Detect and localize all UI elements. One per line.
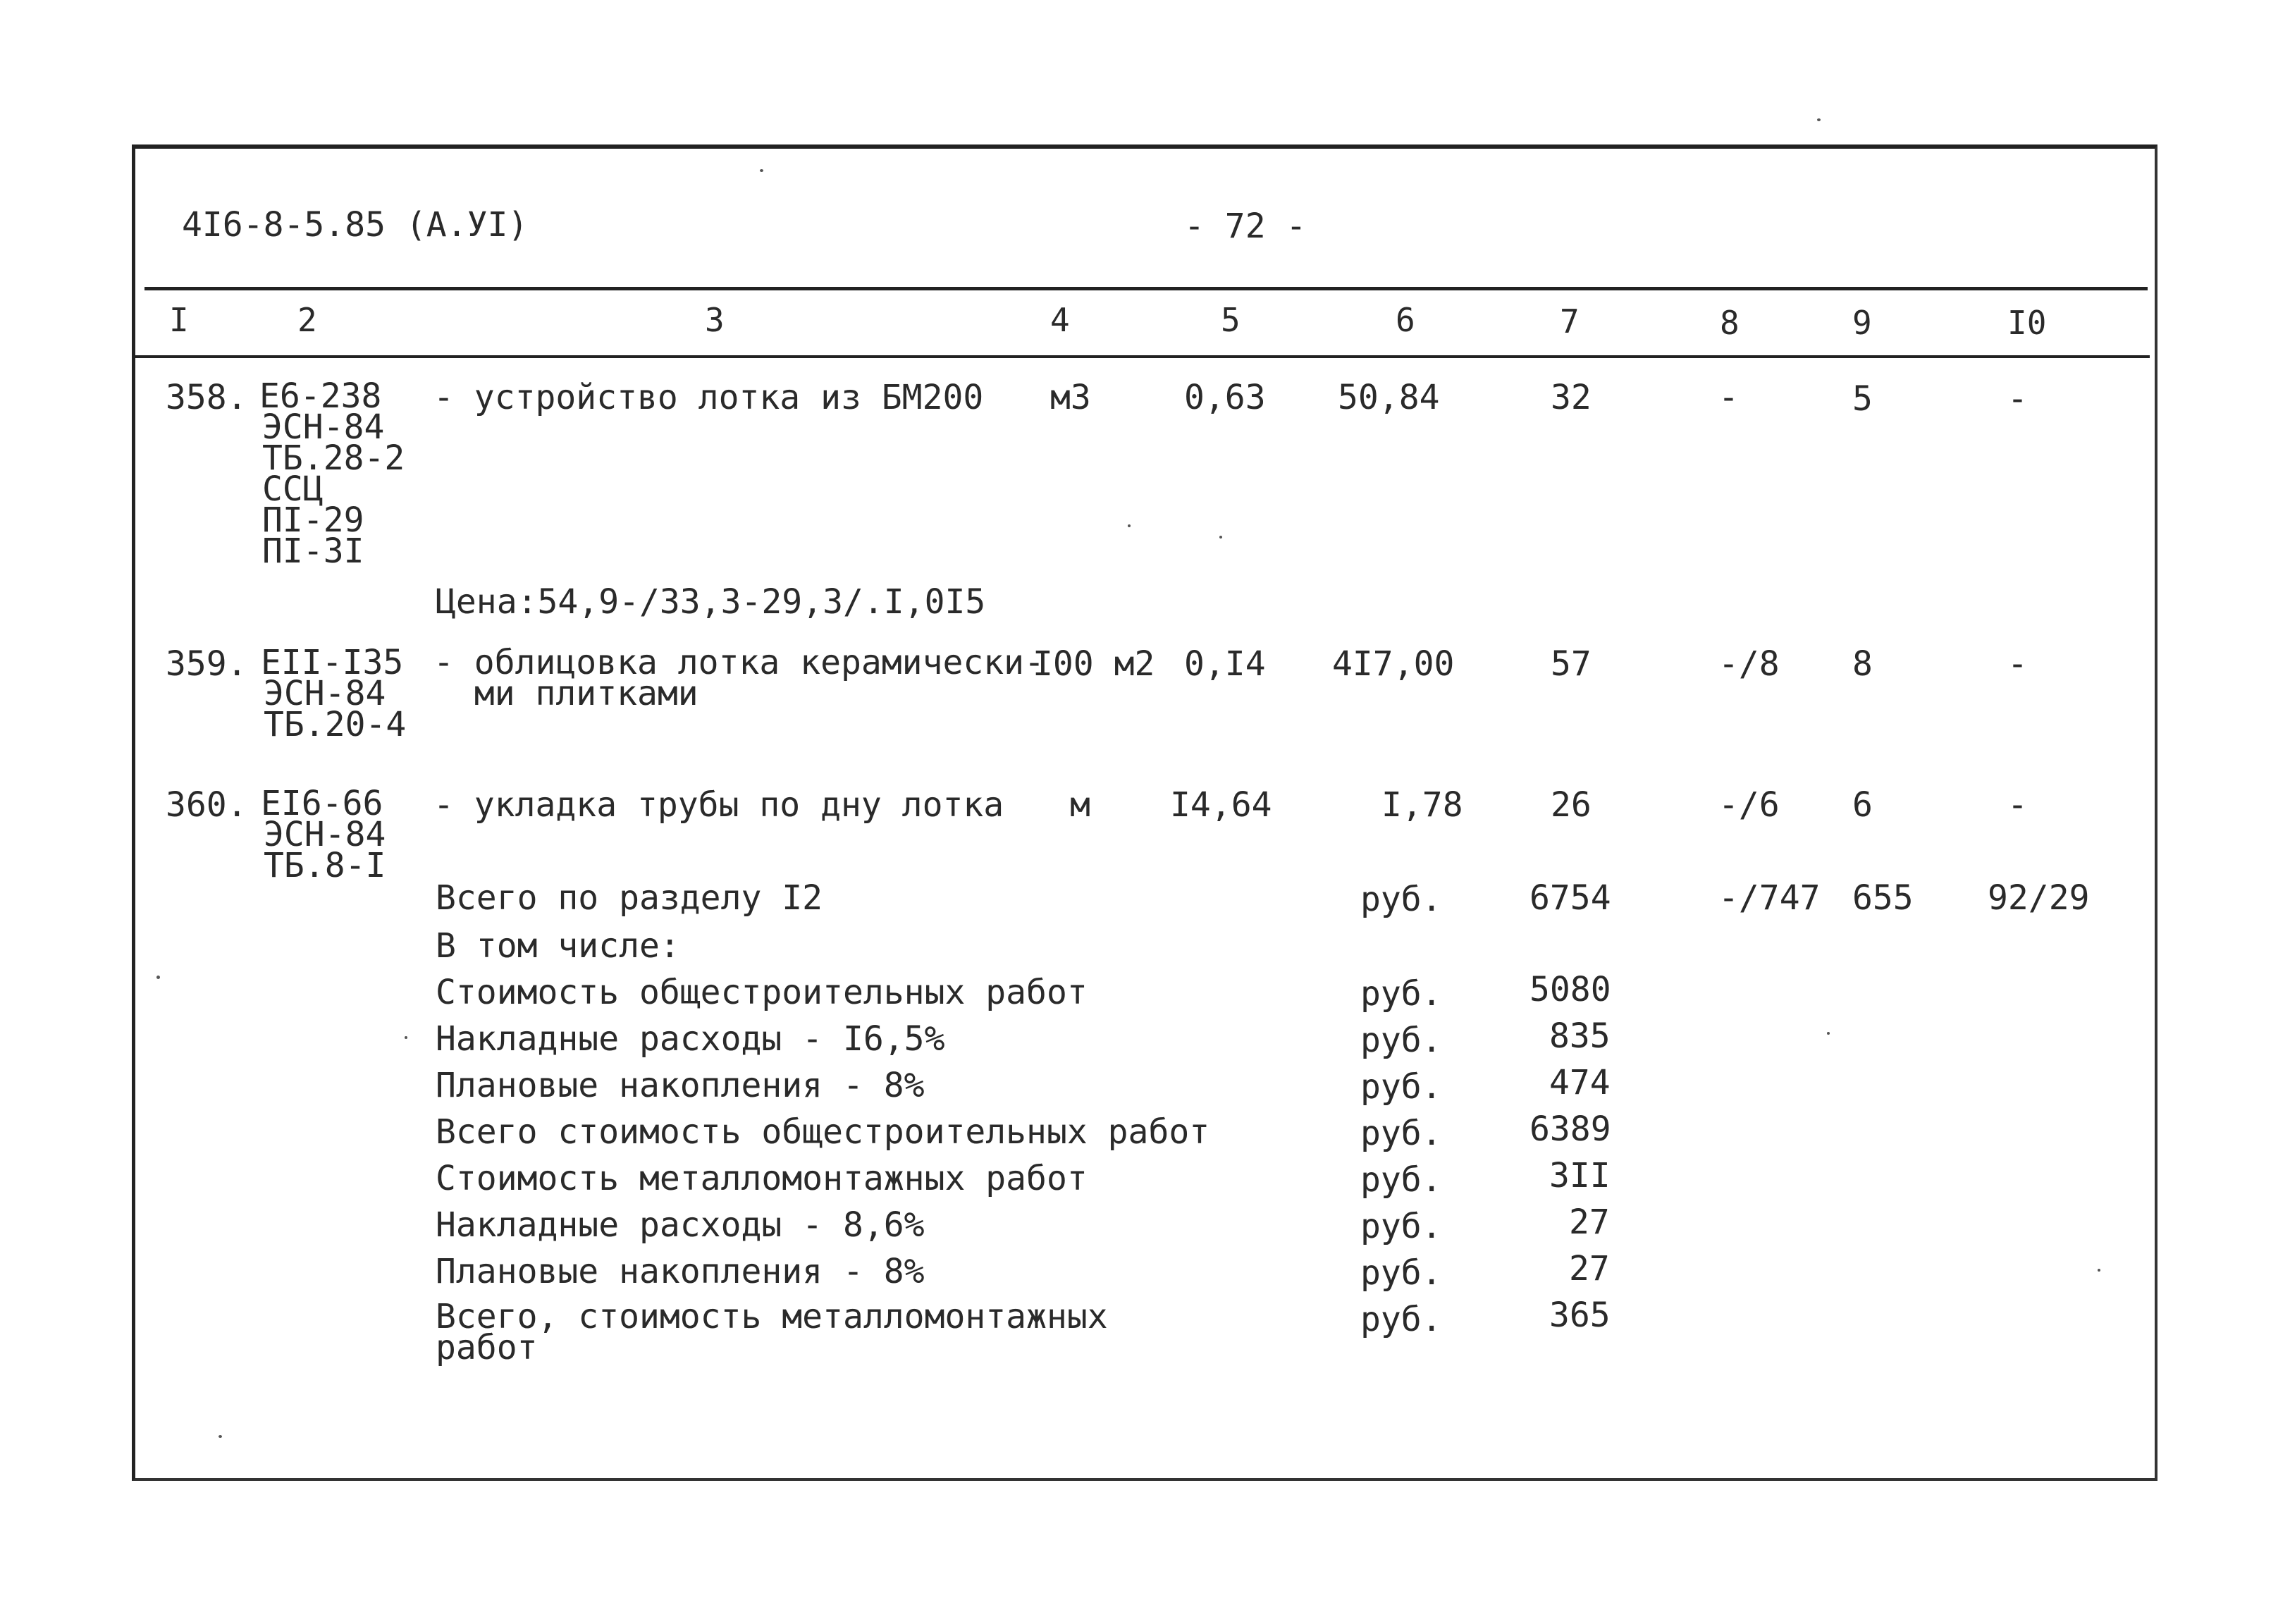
including-label: В том числе: bbox=[436, 926, 680, 966]
header-rule-top bbox=[144, 287, 2148, 290]
column-9-value: 8 bbox=[1852, 644, 1873, 684]
column-number: 3 bbox=[705, 301, 725, 339]
summary-line-label: Плановые накопления - 8% bbox=[436, 1252, 925, 1291]
norm-code: ЭСН-84 bbox=[264, 815, 386, 854]
summary-line-label: Всего стоимость общестроительных работ bbox=[436, 1112, 1210, 1152]
norm-code: ЭСН-84 bbox=[262, 407, 385, 447]
norm-code: ПI-3I bbox=[262, 531, 364, 571]
section-total-c8: -/747 bbox=[1718, 878, 1821, 918]
column-9-value: 5 bbox=[1852, 379, 1873, 419]
section-total-c7: 6754 bbox=[1529, 878, 1611, 918]
column-9-value: 6 bbox=[1852, 785, 1873, 825]
column-10-value: - bbox=[2007, 785, 2028, 825]
summary-line-value: 3II bbox=[1549, 1156, 1611, 1195]
summary-line-unit: руб. bbox=[1360, 974, 1442, 1014]
row-number: 358. bbox=[166, 378, 247, 417]
header-rule-bottom bbox=[135, 355, 2150, 358]
column-number: 6 bbox=[1396, 301, 1415, 339]
summary-line-unit: руб. bbox=[1360, 1160, 1442, 1200]
column-number: 7 bbox=[1560, 302, 1580, 340]
scan-speck bbox=[1128, 524, 1131, 527]
total-cost: 26 bbox=[1551, 785, 1592, 825]
section-total-label: Всего по разделу I2 bbox=[436, 878, 823, 918]
unit: м bbox=[1070, 785, 1090, 825]
section-total-c10: 92/29 bbox=[1988, 878, 2090, 918]
summary-line-unit: руб. bbox=[1360, 1300, 1442, 1339]
page-number: - 72 - bbox=[1184, 207, 1307, 246]
norm-code: ССЦ bbox=[262, 469, 324, 509]
unit-price: 4I7,00 bbox=[1332, 644, 1455, 684]
column-number: I bbox=[169, 301, 189, 339]
summary-line-label: Стоимость общестроительных работ bbox=[436, 973, 1088, 1012]
scan-speck bbox=[405, 1036, 407, 1039]
section-total-c9: 655 bbox=[1852, 878, 1914, 918]
column-10-value: - bbox=[2007, 379, 2028, 419]
section-total-unit: руб. bbox=[1360, 880, 1442, 919]
column-number: 5 bbox=[1221, 301, 1241, 339]
unit-price: 50,84 bbox=[1338, 378, 1440, 417]
unit-price: I,78 bbox=[1381, 785, 1463, 825]
norm-code: ТБ.20-4 bbox=[264, 705, 407, 744]
row-number: 359. bbox=[166, 644, 247, 684]
column-8-value: -/6 bbox=[1718, 785, 1780, 825]
summary-line-unit: руб. bbox=[1360, 1207, 1442, 1246]
summary-line-unit: руб. bbox=[1360, 1114, 1442, 1153]
summary-line-unit: руб. bbox=[1360, 1021, 1442, 1060]
summary-line-label: Накладные расходы - I6,5% bbox=[436, 1019, 945, 1059]
quantity: 0,I4 bbox=[1184, 644, 1266, 684]
total-cost: 32 bbox=[1551, 378, 1592, 417]
summary-line-value: 474 bbox=[1549, 1063, 1611, 1102]
column-number: 4 bbox=[1050, 301, 1070, 339]
summary-line-unit: руб. bbox=[1360, 1067, 1442, 1107]
column-8-value: -/8 bbox=[1718, 644, 1780, 684]
scan-speck bbox=[1219, 536, 1222, 539]
scan-speck bbox=[1827, 1032, 1830, 1035]
document-code: 4I6-8-5.85 (А.УI) bbox=[182, 205, 529, 245]
summary-line-label: Накладные расходы - 8,6% bbox=[436, 1205, 925, 1245]
column-10-value: - bbox=[2007, 644, 2028, 684]
column-number: 8 bbox=[1720, 304, 1740, 342]
scan-speck bbox=[2098, 1269, 2100, 1272]
summary-line-value: 835 bbox=[1549, 1016, 1611, 1056]
scan-speck bbox=[760, 169, 763, 172]
norm-code: ТБ.8-I bbox=[264, 846, 386, 885]
norm-code: Е6-238 bbox=[259, 376, 382, 416]
column-number: 9 bbox=[1852, 304, 1872, 342]
norm-code: ЭСН-84 bbox=[264, 674, 386, 713]
norm-code: ПI-29 bbox=[262, 500, 364, 540]
norm-code: ЕII-I35 bbox=[261, 643, 404, 682]
work-description: - устройство лотка из БМ200 bbox=[433, 378, 984, 417]
price-note: Цена:54,9-/33,3-29,3/.I,0I5 bbox=[436, 582, 986, 622]
work-description: - укладка трубы по дну лотка bbox=[433, 785, 1004, 825]
norm-code: ЕI6-66 bbox=[261, 784, 383, 823]
column-number: I0 bbox=[2007, 304, 2047, 342]
row-number: 360. bbox=[166, 785, 247, 825]
summary-line-label: Стоимость металломонтажных работ bbox=[436, 1159, 1088, 1198]
summary-line-value: 365 bbox=[1549, 1296, 1611, 1335]
summary-line-value: 5080 bbox=[1529, 970, 1611, 1009]
column-number: 2 bbox=[297, 301, 317, 339]
work-description: - облицовка лотка керамически- ми плитками bbox=[433, 643, 1045, 713]
unit: I00 м2 bbox=[1033, 644, 1155, 684]
summary-line-unit: руб. bbox=[1360, 1253, 1442, 1293]
unit: м3 bbox=[1050, 378, 1091, 417]
summary-line-label: Всего, стоимость металломонтажных работ bbox=[436, 1297, 1108, 1367]
summary-line-label: Плановые накопления - 8% bbox=[436, 1066, 925, 1105]
norm-code: ТБ.28-2 bbox=[262, 438, 405, 478]
summary-line-value: 6389 bbox=[1529, 1109, 1611, 1149]
quantity: I4,64 bbox=[1170, 785, 1272, 825]
scan-speck bbox=[1817, 118, 1821, 121]
scan-speck bbox=[156, 976, 160, 979]
summary-line-value: 27 bbox=[1569, 1202, 1610, 1242]
scan-speck bbox=[218, 1435, 222, 1438]
total-cost: 57 bbox=[1551, 644, 1592, 684]
column-8-value: - bbox=[1718, 378, 1739, 417]
summary-line-value: 27 bbox=[1569, 1249, 1610, 1288]
quantity: 0,63 bbox=[1184, 378, 1266, 417]
